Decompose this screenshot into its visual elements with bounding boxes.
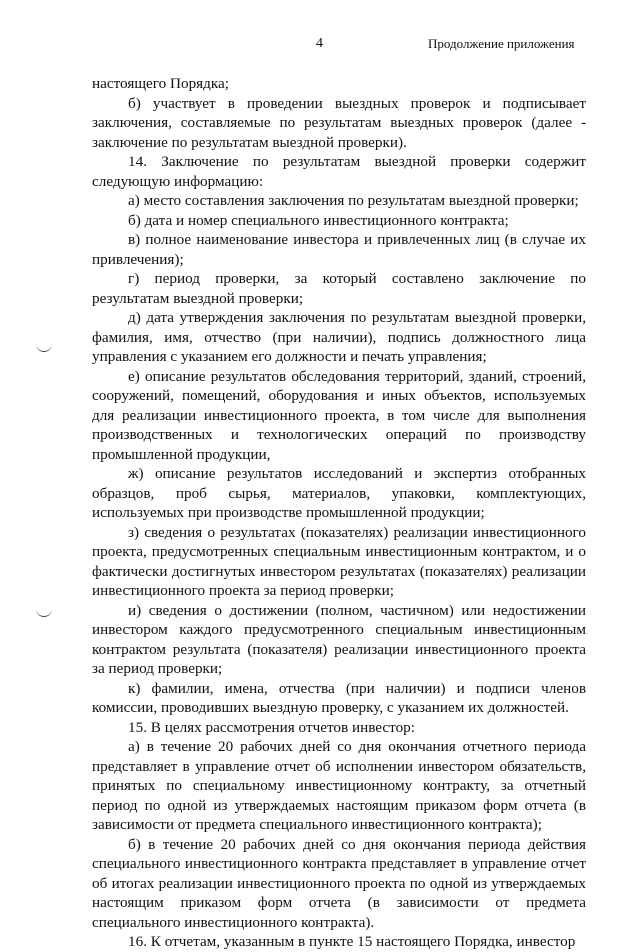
paragraph: д) дата утверждения заключения по результатам выездной проверки, фамилия, имя, отчество (при наличии), подпись должностного лица управления с указанием его должности и печать управления;: [92, 309, 586, 365]
page-number: 4: [316, 36, 323, 51]
binding-mark: [36, 343, 52, 352]
header-continuation-label: Продолжение приложения: [428, 36, 575, 51]
binding-mark: [36, 608, 52, 617]
paragraph: б) в течение 20 рабочих дней со дня окончания периода действия специального инвестиционного контракта представляет в управление отчет об итогах реализации инвестиционного проекта по одной из утверждаемых настоящим приказом форм отчета (в зависимости от предмета специального инвестиционного контракта).: [92, 835, 586, 931]
paragraph: б) участвует в проведении выездных проверок и подписывает заключения, составляемые по результатам выездных проверок (далее - заключение по результатам выездной проверки).: [92, 94, 586, 151]
paragraph: г) период проверки, за который составлено заключение по результатам выездной проверки;: [92, 270, 586, 307]
paragraph: а) в течение 20 рабочих дней со дня окончания отчетного периода представляет в управление отчет об исполнении инвестором обязательств, принятых по специальному инвестиционному контракту, за отчетный период по одной из утверждаемых настоящим приказом форм отчета (в зависимости от предмета специального инвестиционного контракта);: [92, 738, 586, 833]
paragraph: и) сведения о достижении (полном, частичном) или недостижении инвестором каждого предусмотренного специальным инвестиционным контрактом результата (показателя) реализации инвестиционного проекта за период проверки;: [92, 601, 586, 677]
paragraph: ж) описание результатов исследований и экспертиз отобранных образцов, проб сырья, материалов, упаковки, комплектующих, используемых при производстве промышленной продукции;: [92, 465, 586, 521]
paragraph: а) место составления заключения по результатам выездной проверки;: [128, 192, 579, 209]
paragraph: е) описание результатов обследования территорий, зданий, строений, сооружений, помещений, оборудования и иных объектов, используемых для реализации инвестиционного проекта, в том числе для выполнения производственных и технологических операций по производству промышленной продукции,: [92, 367, 586, 463]
paragraph: б) дата и номер специального инвестиционного контракта;: [128, 211, 509, 229]
paragraph: в) полное наименование инвестора и привлеченных лиц (в случае их привлечения);: [92, 231, 586, 268]
paragraph: 16. К отчетам, указанным в пункте 15 настоящего Порядка, инвестор: [128, 933, 576, 950]
paragraph: к) фамилии, имена, отчества (при наличии) и подписи членов комиссии, проводивших выездную проверку, с указанием их должностей.: [92, 679, 586, 716]
paragraph: настоящего Порядка;: [92, 75, 229, 92]
paragraph: 14. Заключение по результатам выездной проверки содержит следующую информацию:: [92, 153, 586, 190]
document-body: [92, 74, 586, 952]
paragraph: 15. В целях рассмотрения отчетов инвестор:: [128, 718, 415, 736]
paragraph: з) сведения о результатах (показателях) реализации инвестиционного проекта, предусмотренных специальным инвестиционным контрактом, и о фактически достигнутых инвестором результатах (показателях) реализации инвестиционного проекта за период проверки;: [92, 523, 586, 599]
